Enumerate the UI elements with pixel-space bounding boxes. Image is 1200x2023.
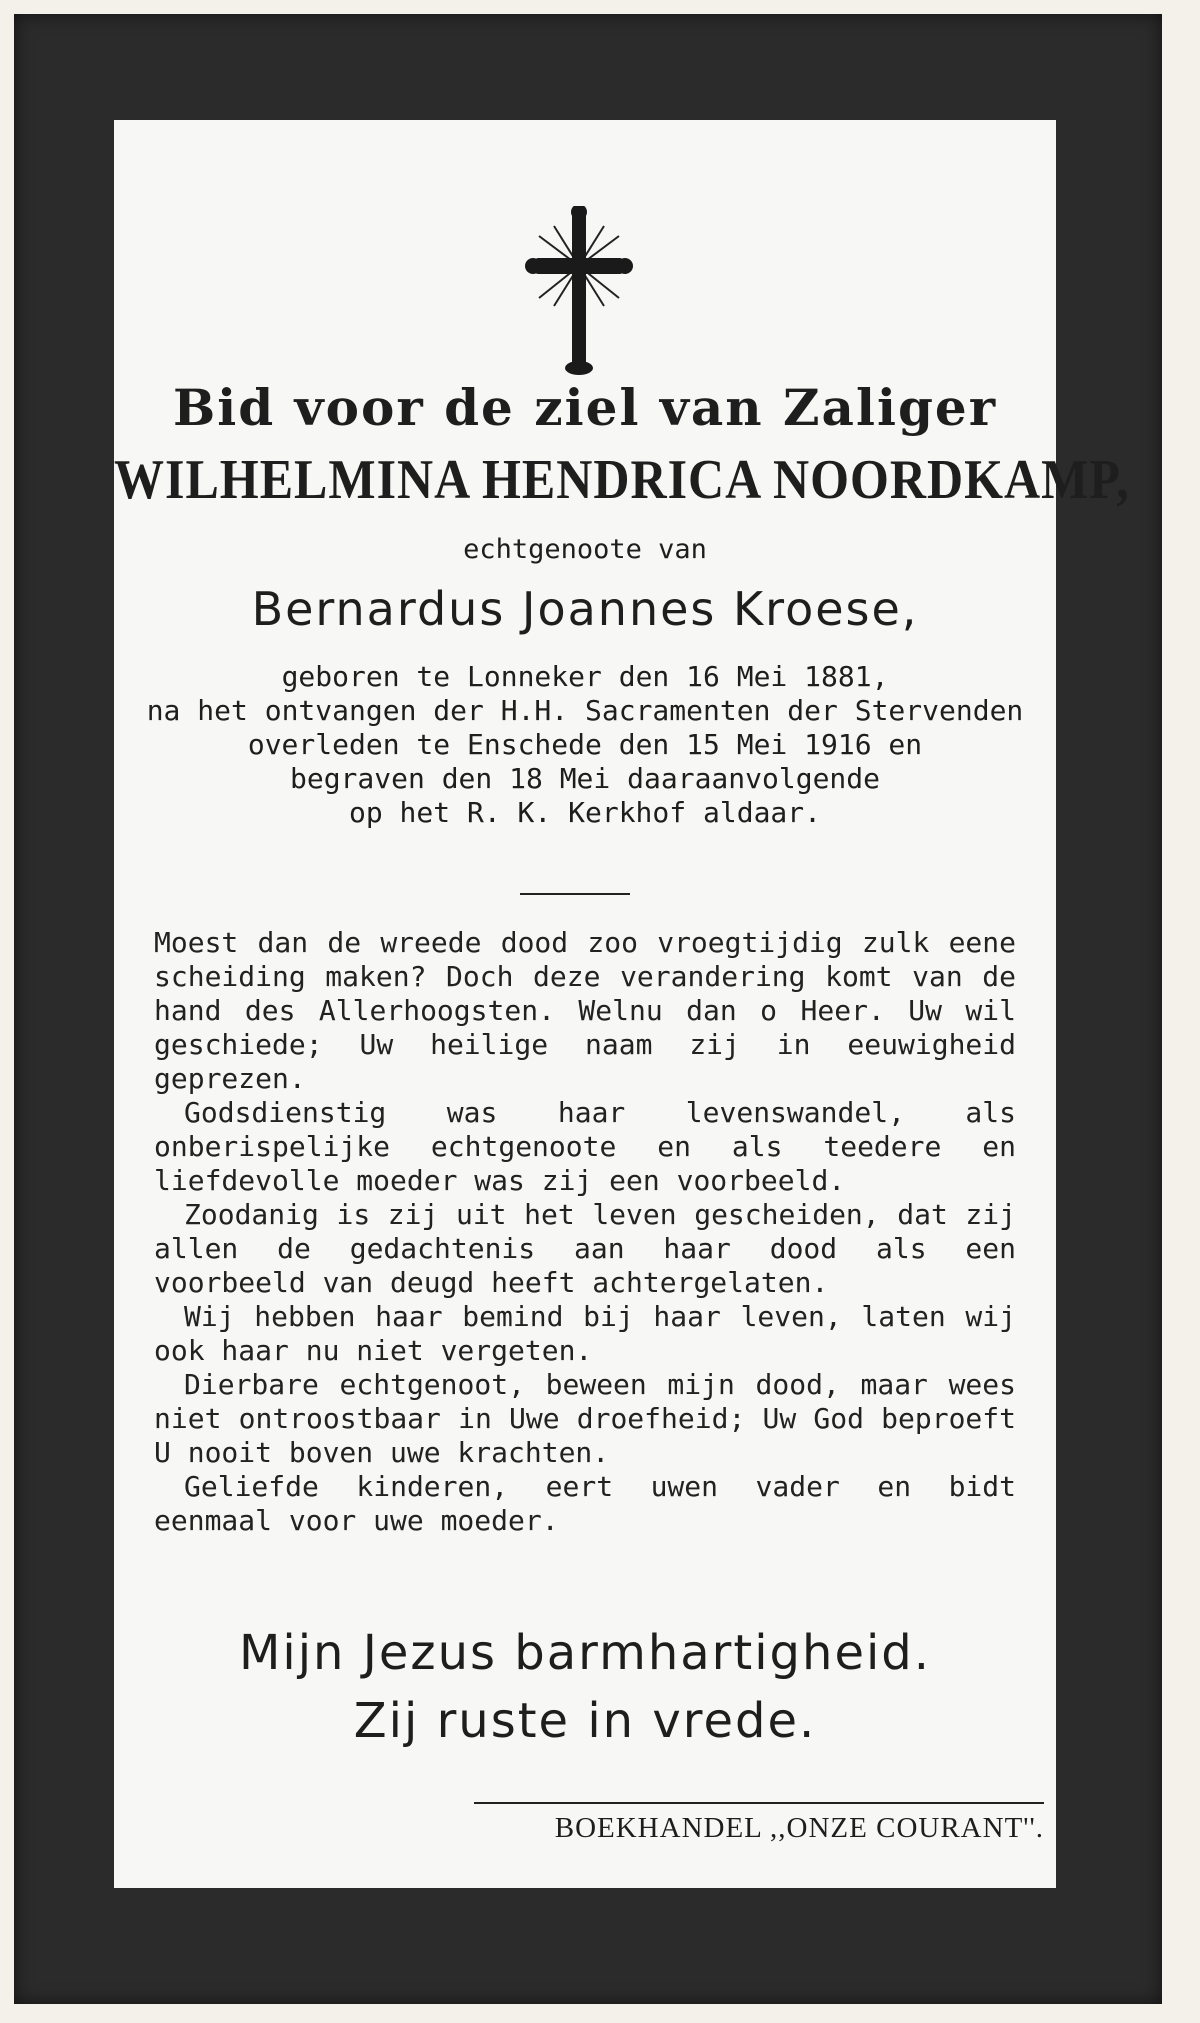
- mourning-card-border: [14, 14, 1162, 2004]
- paragraph: Zoodanig is zij uit het leven gescheiden, dat zij allen de gedachtenis aan haar dood als een voorbeeld van deugd heeft achtergelaten.: [154, 1198, 1016, 1299]
- imprint-divider: [474, 1802, 1044, 1804]
- deceased-name: WILHELMINA HENDRICA NOORDKAMP,: [114, 447, 1130, 511]
- biography: [114, 660, 1056, 830]
- bio-line: na het ontvangen der H.H. Sacramenten der Stervenden: [146, 694, 1024, 727]
- mourning-card: [114, 120, 1130, 1888]
- paragraph: Moest dan de wreede dood zoo vroegtijdig zulk eene scheiding maken? Doch deze verandering komt van de hand des Allerhoogsten. Welnu dan o Heer. Uw wil geschiede; Uw heilige naam zij in eeuwigheid geprezen.: [154, 926, 1016, 1095]
- bio-line: geboren te Lonneker den 16 Mei 1881,: [281, 660, 889, 693]
- spouse-intro: echtgenoote van: [463, 534, 707, 565]
- bio-line: overleden te Enschede den 15 Mei 1916 en: [247, 728, 923, 761]
- printer-imprint: BOEKHANDEL ,,ONZE COURANT''.: [554, 1812, 1044, 1844]
- paragraph: Geliefde kinderen, eert uwen vader en bidt eenmaal voor uwe moeder.: [154, 1470, 1016, 1537]
- memorial-text: [154, 926, 1016, 1538]
- paragraph: Wij hebben haar bemind bij haar leven, laten wij ook haar nu niet vergeten.: [154, 1300, 1016, 1367]
- rest-in-peace: Zij ruste in vrede.: [353, 1693, 817, 1749]
- divider: [520, 893, 630, 895]
- bio-line: begraven den 18 Mei daaraanvolgende: [289, 762, 880, 795]
- closing-prayer: Mijn Jezus barmhartigheid.: [238, 1625, 932, 1681]
- paragraph: Godsdienstig was haar levenswandel, als onberispelijke echtgenoote en als teedere en liefdevolle moeder was zij een voorbeeld.: [154, 1096, 1016, 1197]
- paragraph: Dierbare echtgenoot, beween mijn dood, maar wees niet ontroostbaar in Uwe droefheid; Uw God beproeft U nooit boven uwe krachten.: [154, 1368, 1016, 1469]
- prayer-heading: Bid voor de ziel van Zaliger: [172, 378, 998, 437]
- spouse-name: Bernardus Joannes Kroese,: [251, 582, 919, 636]
- cross-icon: [519, 206, 639, 376]
- bio-line: op het R. K. Kerkhof aldaar.: [348, 796, 821, 829]
